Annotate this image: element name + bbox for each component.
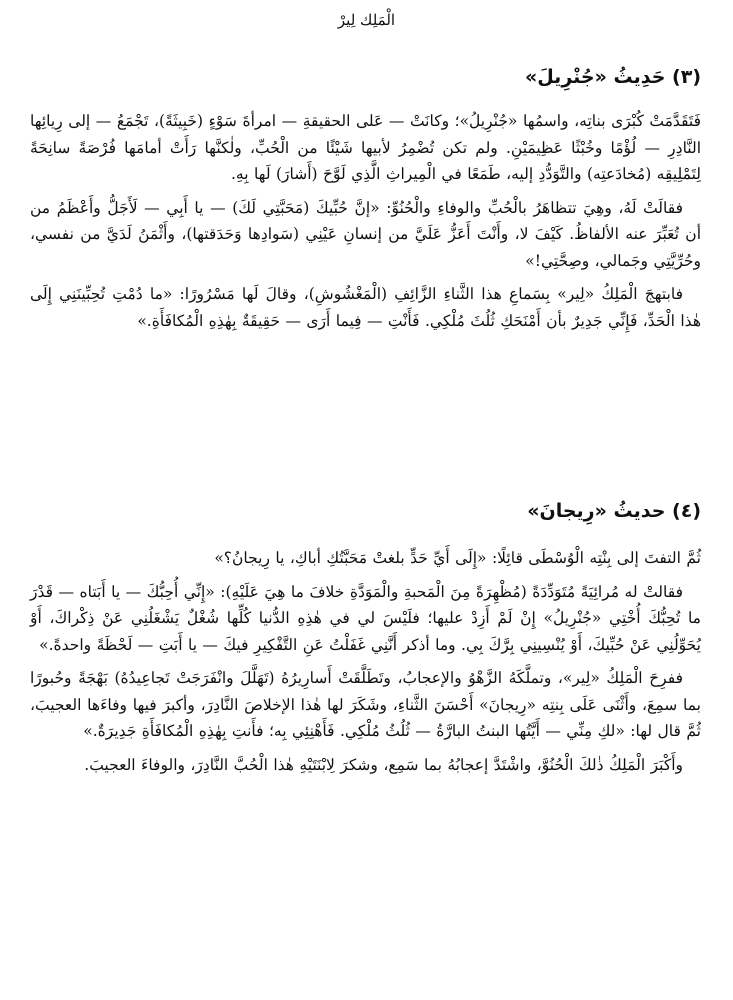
running-head: الْمَلِك لِيرْ [337,11,396,29]
paragraph: ففرِحَ الْمَلِكُ «لِير»، وتملَّكَهُ الزَّهْوُ والإعجابُ، وتَطَلَّقَتْ أَسارِيرُهُ (تَهَلَّلَ وانْفَرَجَتْ تَجاعِيدُهُ) بَهْجَةً وحُبورًا بما سمِعَ، وأَثْنَى عَلَى بِنتِه «رِيجانَ» أَحْسَنَ الثَّناءِ، وشَكَرَ لها هٰذا الإخلاصَ النَّادِرَ، وأكبرَ فيها وفاءَها العجيبَ، ثُمَّ قال لها: «لكِ مِنِّي — أَيَّتُها البنتُ البارَّةُ — ثُلُثُ مُلْكِي. فَأَهْنِئِي بِه؛ فأَنتِ بِهٰذِهِ الْمُكافَأَةِ جَدِيرَةٌ.» [30,669,701,740]
paragraph: فقالَتْ لَهُ، وهِيَ تتظاهَرُ بالْحُبِّ والوفاءِ والْحُنُوِّ: «إنَّ حُبِّيكَ (مَحَبَّتِي لَكَ) — يا أَبِي — لَأَجَلُّ وأَعْظَمُ من أن تُعَبِّرَ عنه الألفاظُ. كَيْفَ لا، وأَنْتَ أَعَزُّ عَلَيَّ من إنسانِ عَيْنِي (سَوادِها وَحَدَقتها)، وأَثْمَنُ لَدَيَّ من نفسي، وحُرِّيَّتِي وجَمالي، وصِحَّتِي!» [30,198,701,270]
paragraph: ثُمَّ التفتَ إلى بِنْتِه الْوُسْطَى قائِلًا: «إِلَى أَيِّ حَدٍّ بلغتْ مَحَبَّتُكِ أباكِ، يا رِيجانُ؟» [214,549,701,567]
paragraph: فابتهجَ الْمَلِكُ «لِير» بِسَماعِ هذا الثَّناءِ الزَّائِفِ (الْمَغْشُوشِ)، وقالَ لَها مَسْرُورًا: «ما دُمْتِ تُحِبِّينَنِي إِلَى هٰذا الْحَدِّ، فَإِنِّي جَدِيرٌ بأن أَمْنَحَكِ ثُلُثَ مُلْكِي. فَأَنْتِ — فِيما أَرَى — حَقِيقَةٌ بِهٰذِهِ الْمُكافَأَةِ.» [30,285,701,330]
section-heading-jenril: (٣) حَدِيثُ «جُنْرِيلَ» [524,66,701,88]
section-jenril [30,108,701,341]
section-regan [30,545,701,785]
paragraph: فَتَقَدَّمَتْ كُبْرَى بناتِه، واسمُها «جُنْرِيلُ»؛ وكانَتْ — عَلى الحقيقةِ — امرأةَ سَوْءٍ (خَبِيثَةً)، تَجْمَعُ — إلى رِيائِها النَّادِرِ — لُؤْمًا وخُبْثًا عَظِيمَيْنِ. ولم تكن تُضْمِرُ لأبيها شَيْئًا من الْحُبِّ، ولٰكنَّها رَأَتْ أمامَها فُرْصَةً سانِحَةً لِتَمْلِيقِه (مُخادَعتِه) والتَّوَدُّدِ إليه، طَمَعًا في الْمِيراثِ الَّذِي لَوَّحَ (أَشارَ) لَها بِهِ. [30,112,701,183]
paragraph: وأَكْبَرَ الْمَلِكُ ذٰلكَ الْحُنُوَّ، واشْتَدَّ إعجابُهُ بما سَمِع، وشكرَ لِابْنَتَيْهِ هٰذا الْحُبَّ النَّادِرَ، والوفاءَ العجيبَ. [84,755,683,774]
paragraph: فقالتْ له مُرائِيَةً مُتَوَدِّدَةً (مُظْهِرَةً مِنَ الْمَحبةِ والْمَوَدَّةِ خلافَ ما هِيَ عَلَيْهِ): «إِنِّي أُحِبُّكَ — يا أَبَتاه — قَدْرَ ما تُحِبُّكَ أُخْتِي «جُنْرِيلُ» إِنْ لَمْ أَزِدْ عليها؛ فلَيْسَ لي في هٰذِهِ الدُّنيا كُلِّها شُغْلٌ يَشْغَلُنِي عَنْ ذِكْراكَ، أَوْ يُحَوِّلُنِي عَنْ حُبِّيكَ، أَوْ يُنْسِينِي بِرَّكَ بِي. وما أذكر أَنَّنِي غَفَلْتُ عَنِ التَّفْكِيرِ فيكَ — يا أَبَتِ — لَحْظَةً واحدةً.» [30,582,701,654]
section-heading-regan: (٤) حديثُ «رِيجانَ» [527,500,701,522]
